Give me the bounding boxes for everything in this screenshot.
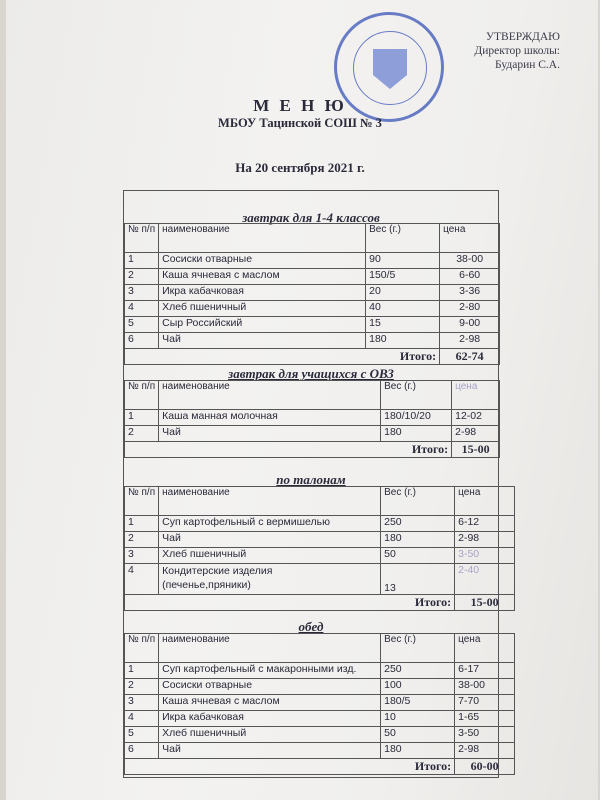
- row-name-line-1: Кондитерские изделия: [162, 565, 273, 577]
- row-weight: 150/5: [366, 269, 440, 285]
- row-name: Чай: [159, 333, 366, 349]
- header-name: наименование: [159, 487, 381, 516]
- table-row: [125, 564, 515, 595]
- row-num: 2: [125, 532, 159, 548]
- row-name: Хлеб пшеничный: [159, 548, 381, 564]
- menu-title: М Е Н Ю: [253, 96, 347, 115]
- table-row: [125, 410, 500, 426]
- table-row: [125, 516, 515, 532]
- row-num: 4: [125, 711, 159, 727]
- header-price: цена: [440, 224, 500, 253]
- total-row: [125, 759, 515, 775]
- menu-table-breakfast-ovz: [124, 380, 500, 458]
- row-weight: 15: [366, 317, 440, 333]
- row-name: Хлеб пшеничный: [159, 301, 366, 317]
- row-price: 6-60: [440, 269, 500, 285]
- total-label: Итого:: [125, 442, 452, 458]
- row-num: 1: [125, 253, 159, 269]
- row-weight: 250: [381, 663, 455, 679]
- row-num: 6: [125, 743, 159, 759]
- section-title: завтрак для 1-4 классов: [242, 210, 380, 225]
- row-name: Хлеб пшеничный: [159, 727, 381, 743]
- approval-block: [474, 30, 560, 72]
- table-row: [125, 285, 500, 301]
- total-label: Итого:: [125, 349, 440, 365]
- row-num: 2: [125, 679, 159, 695]
- total-row: [125, 442, 500, 458]
- row-name: Икра кабачковая: [159, 285, 366, 301]
- row-price: 38-00: [440, 253, 500, 269]
- row-weight: 50: [381, 548, 455, 564]
- row-price: 3-36: [440, 285, 500, 301]
- total-value: 15-00: [452, 442, 500, 458]
- row-num: 5: [125, 317, 159, 333]
- row-weight: 13: [381, 564, 455, 595]
- row-price: 3-50: [455, 548, 515, 564]
- row-weight: 250: [381, 516, 455, 532]
- row-price: 9-00: [440, 317, 500, 333]
- table-row: [125, 663, 515, 679]
- total-label: Итого:: [125, 595, 455, 611]
- row-weight: 50: [381, 727, 455, 743]
- row-price: 2-98: [452, 426, 500, 442]
- menu-table-lunch: [124, 633, 515, 775]
- header-name: наименование: [159, 224, 366, 253]
- total-value: 60-00: [455, 759, 515, 775]
- table-header-row: [125, 224, 500, 253]
- row-name: Чай: [159, 426, 381, 442]
- row-price: 6-17: [455, 663, 515, 679]
- row-num: 3: [125, 695, 159, 711]
- row-name: Сосиски отварные: [159, 253, 366, 269]
- row-price: 7-70: [455, 695, 515, 711]
- row-name: Сыр Российский: [159, 317, 366, 333]
- row-weight: 100: [381, 679, 455, 695]
- row-name: Сосиски отварные: [159, 679, 381, 695]
- row-num: 4: [125, 564, 159, 595]
- header-weight: Вес (г.): [381, 487, 455, 516]
- header-price: цена: [455, 634, 515, 663]
- menu-date: На 20 сентября 2021 г.: [235, 160, 365, 175]
- row-num: 2: [125, 269, 159, 285]
- row-price: 2-40: [455, 564, 515, 595]
- table-row: [125, 426, 500, 442]
- row-name: Икра кабачковая: [159, 711, 381, 727]
- header-num: № п/п: [125, 487, 159, 516]
- row-price: 38-00: [455, 679, 515, 695]
- table-row: [125, 317, 500, 333]
- header-price: цена: [452, 381, 500, 410]
- row-weight: 180: [381, 426, 452, 442]
- header-weight: Вес (г.): [381, 381, 452, 410]
- row-name: Чай: [159, 743, 381, 759]
- header-num: № п/п: [125, 224, 159, 253]
- table-header-row: [125, 487, 515, 516]
- header-weight: Вес (г.): [366, 224, 440, 253]
- menu-table-coupons: [124, 486, 515, 611]
- table-row: [125, 695, 515, 711]
- table-row: [125, 548, 515, 564]
- row-name: Каша манная молочная: [159, 410, 381, 426]
- row-num: 5: [125, 727, 159, 743]
- row-name: Суп картофельный с вермишелью: [159, 516, 381, 532]
- row-weight: 180/5: [381, 695, 455, 711]
- header-price: цена: [455, 487, 515, 516]
- total-label: Итого:: [125, 759, 455, 775]
- row-weight: 180: [381, 743, 455, 759]
- row-num: 1: [125, 663, 159, 679]
- row-num: 1: [125, 410, 159, 426]
- row-name: Каша ячневая с маслом: [159, 269, 366, 285]
- row-price: 12-02: [452, 410, 500, 426]
- row-weight: 90: [366, 253, 440, 269]
- row-num: 6: [125, 333, 159, 349]
- row-price: 2-98: [455, 532, 515, 548]
- school-name: МБОУ Тацинской СОШ № 3: [218, 116, 382, 130]
- total-value: 15-00: [455, 595, 515, 611]
- row-price: 1-65: [455, 711, 515, 727]
- row-num: 4: [125, 301, 159, 317]
- row-weight: 10: [381, 711, 455, 727]
- approval-line-2: Директор школы:: [474, 45, 560, 57]
- table-row: [125, 269, 500, 285]
- total-row: [125, 349, 500, 365]
- header-name: наименование: [159, 381, 381, 410]
- row-price: 2-98: [440, 333, 500, 349]
- approval-line-1: УТВЕРЖДАЮ: [485, 31, 560, 43]
- row-weight: 180/10/20: [381, 410, 452, 426]
- row-num: 3: [125, 285, 159, 301]
- row-num: 3: [125, 548, 159, 564]
- section-title: по талонам: [276, 472, 346, 487]
- row-name-line-2: (печенье,пряники): [162, 579, 251, 591]
- table-header-row: [125, 634, 515, 663]
- section-title: завтрак для учащихся с ОВЗ: [228, 366, 394, 381]
- row-price: 6-12: [455, 516, 515, 532]
- row-weight: 40: [366, 301, 440, 317]
- row-price: 2-80: [440, 301, 500, 317]
- table-row: [125, 253, 500, 269]
- section-title: обед: [298, 619, 324, 634]
- header-num: № п/п: [125, 634, 159, 663]
- approval-line-3: Бударин С.А.: [495, 59, 560, 71]
- table-row: [125, 333, 500, 349]
- menu-table-breakfast-1-4: [124, 223, 500, 365]
- row-price: 2-98: [455, 743, 515, 759]
- row-num: 2: [125, 426, 159, 442]
- table-row: [125, 727, 515, 743]
- table-row: [125, 532, 515, 548]
- row-weight: 180: [381, 532, 455, 548]
- table-row: [125, 743, 515, 759]
- header-num: № п/п: [125, 381, 159, 410]
- row-name: Каша ячневая с маслом: [159, 695, 381, 711]
- total-row: [125, 595, 515, 611]
- table-row: [125, 301, 500, 317]
- row-weight: 20: [366, 285, 440, 301]
- table-row: [125, 711, 515, 727]
- row-name: Суп картофельный с макаронными изд.: [159, 663, 381, 679]
- row-name: Чай: [159, 532, 381, 548]
- header-name: наименование: [159, 634, 381, 663]
- row-price: 3-50: [455, 727, 515, 743]
- table-header-row: [125, 381, 500, 410]
- row-weight: 180: [366, 333, 440, 349]
- total-value: 62-74: [440, 349, 500, 365]
- table-row: [125, 679, 515, 695]
- row-name: [159, 564, 381, 595]
- header-weight: Вес (г.): [381, 634, 455, 663]
- row-num: 1: [125, 516, 159, 532]
